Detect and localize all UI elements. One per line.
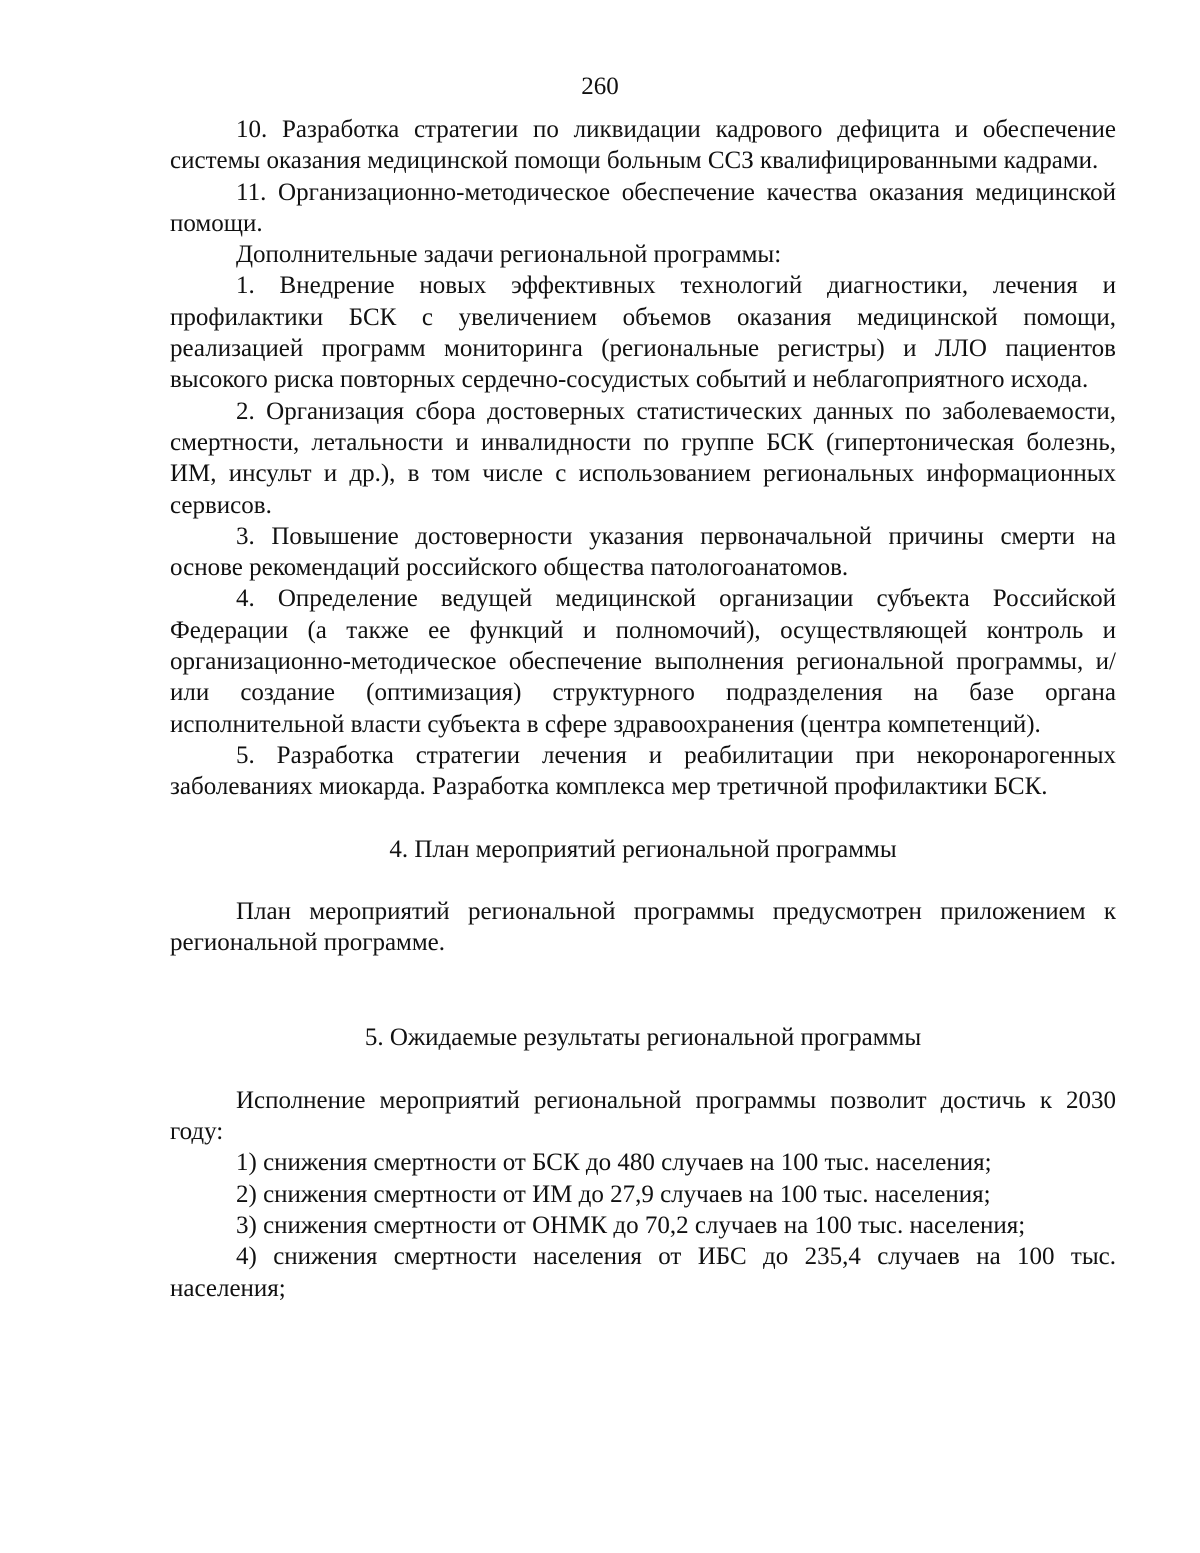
spacer <box>170 1054 1116 1085</box>
paragraph-additional-task-2: 2. Организация сбора достоверных статистических данных по заболеваемости, смертности, летальности и инвалидности по группе БСК (гипертоническая болезнь, ИМ, инсульт и др.), в том числе с использованием региональных информационных сервисов. <box>170 397 1116 519</box>
paragraph-task-10: 10. Разработка стратегии по ликвидации кадрового дефицита и обеспечение системы оказания медицинской помощи больным ССЗ квалифицированными кадрами. <box>170 116 1116 175</box>
spacer <box>170 865 1116 896</box>
paragraph-plan: План мероприятий региональной программы предусмотрен приложением к региональной программе. <box>170 897 1116 957</box>
paragraph-result-1: 1) снижения смертности от БСК до 480 случаев на 100 тыс. населения; <box>236 1149 992 1177</box>
section-heading-5: 5. Ожидаемые результаты региональной программы <box>364 1024 922 1052</box>
paragraph-result-3: 3) снижения смертности от ОНМК до 70,2 случаев на 100 тыс. населения; <box>236 1211 1026 1239</box>
document-body <box>170 114 1116 1304</box>
paragraph-result-4: 4) снижения смертности населения от ИБС до 235,4 случаев на 100 тыс. населения; <box>170 1243 1116 1302</box>
paragraph-results-intro: Исполнение мероприятий региональной программы позволит достичь к 2030 году: <box>170 1086 1116 1146</box>
paragraph-additional-tasks-intro: Дополнительные задачи региональной программы: <box>236 241 782 269</box>
paragraph-task-11: 11. Организационно-методическое обеспечение качества оказания медицинской помощи. <box>170 178 1116 237</box>
paragraph-additional-task-1: 1. Внедрение новых эффективных технологий диагностики, лечения и профилактики БСК с увеличением объемов оказания медицинской помощи, реализацией программ мониторинга (региональные регистры) и ЛЛО пациентов высокого риска повторных сердечно-сосудистых событий и неблагоприятного исхода. <box>170 272 1116 394</box>
page-number: 260 <box>581 73 619 100</box>
paragraph-result-2: 2) снижения смертности от ИМ до 27,9 случаев на 100 тыс. населения; <box>236 1180 991 1208</box>
paragraph-additional-task-5: 5. Разработка стратегии лечения и реабилитации при некоронарогенных заболеваниях миокарда. Разработка комплекса мер третичной профилактики БСК. <box>170 741 1116 801</box>
section-heading-4: 4. План мероприятий региональной программы <box>389 835 897 863</box>
spacer <box>170 958 1116 1022</box>
paragraph-additional-task-4: 4. Определение ведущей медицинской организации субъекта Российской Федерации (а также ее функций и полномочий), осуществляющей контроль и организационно-методическое обеспечение выполнения региональной программы, и/или создание (оптимизация) структурного подразделения на базе органа исполнительной власти субъекта в сфере здравоохранения (центра компетенций). <box>170 585 1116 738</box>
spacer <box>170 803 1116 834</box>
paragraph-additional-task-3: 3. Повышение достоверности указания первоначальной причины смерти на основе рекомендаций российского общества патологоанатомов. <box>170 522 1116 582</box>
